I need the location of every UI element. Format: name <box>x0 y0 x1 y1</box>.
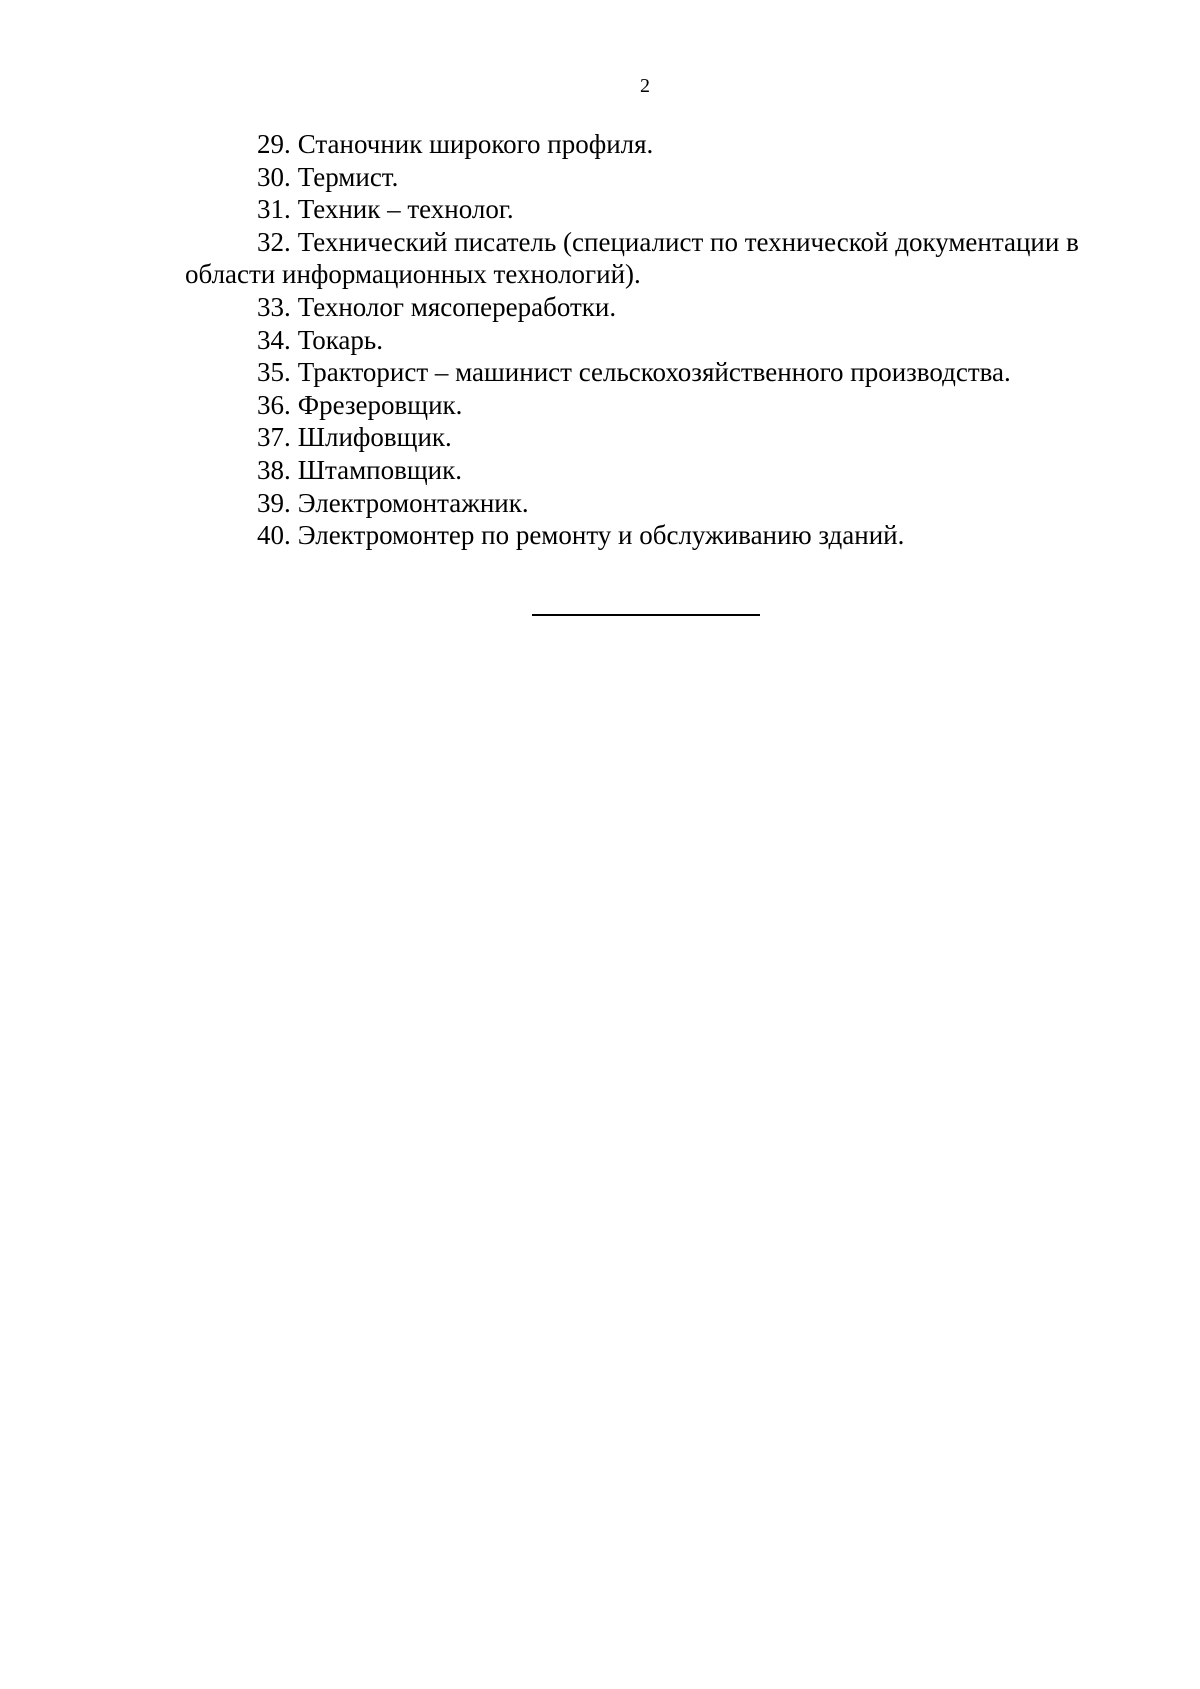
item-number: 40. <box>257 520 291 551</box>
item-text: Технолог мясопереработки. <box>297 291 617 322</box>
list-item <box>185 421 1105 454</box>
item-text: Тракторист – машинист сельскохозяйственного производства. <box>297 357 1011 388</box>
item-number: 34. <box>257 324 291 355</box>
list-item <box>185 226 1105 291</box>
item-text: Техник – технолог. <box>297 194 514 225</box>
item-text: Шлифовщик. <box>297 422 452 453</box>
profession-list <box>185 128 1105 552</box>
item-text: Станочник широкого профиля. <box>297 129 654 159</box>
item-text: Электромонтер по ремонту и обслуживанию зданий. <box>297 520 905 551</box>
item-text: Штамповщик. <box>297 454 462 485</box>
item-number: 31. <box>257 194 291 225</box>
list-item <box>185 193 1105 226</box>
item-number: 33. <box>257 291 291 322</box>
item-text: Технический писатель (специалист по технической документации в области информационных технологий). <box>185 226 1079 290</box>
end-of-list-rule <box>532 614 760 616</box>
item-text: Термист. <box>297 161 399 192</box>
item-number: 32. <box>257 226 291 257</box>
list-item <box>185 389 1105 422</box>
item-number: 38. <box>257 454 291 485</box>
item-number: 29. <box>257 129 291 159</box>
list-item <box>185 128 1105 161</box>
item-text: Фрезеровщик. <box>297 389 463 420</box>
list-item <box>185 161 1105 194</box>
list-item <box>185 356 1105 389</box>
item-number: 37. <box>257 422 291 453</box>
list-item <box>185 487 1105 520</box>
page-number: 2 <box>640 75 650 97</box>
item-number: 30. <box>257 161 291 192</box>
item-number: 35. <box>257 357 291 388</box>
list-item <box>185 519 1105 552</box>
item-text: Токарь. <box>297 324 383 355</box>
list-item <box>185 291 1105 324</box>
list-item <box>185 454 1105 487</box>
item-number: 39. <box>257 487 291 518</box>
item-number: 36. <box>257 389 291 420</box>
list-item <box>185 324 1105 357</box>
item-text: Электромонтажник. <box>297 487 529 518</box>
